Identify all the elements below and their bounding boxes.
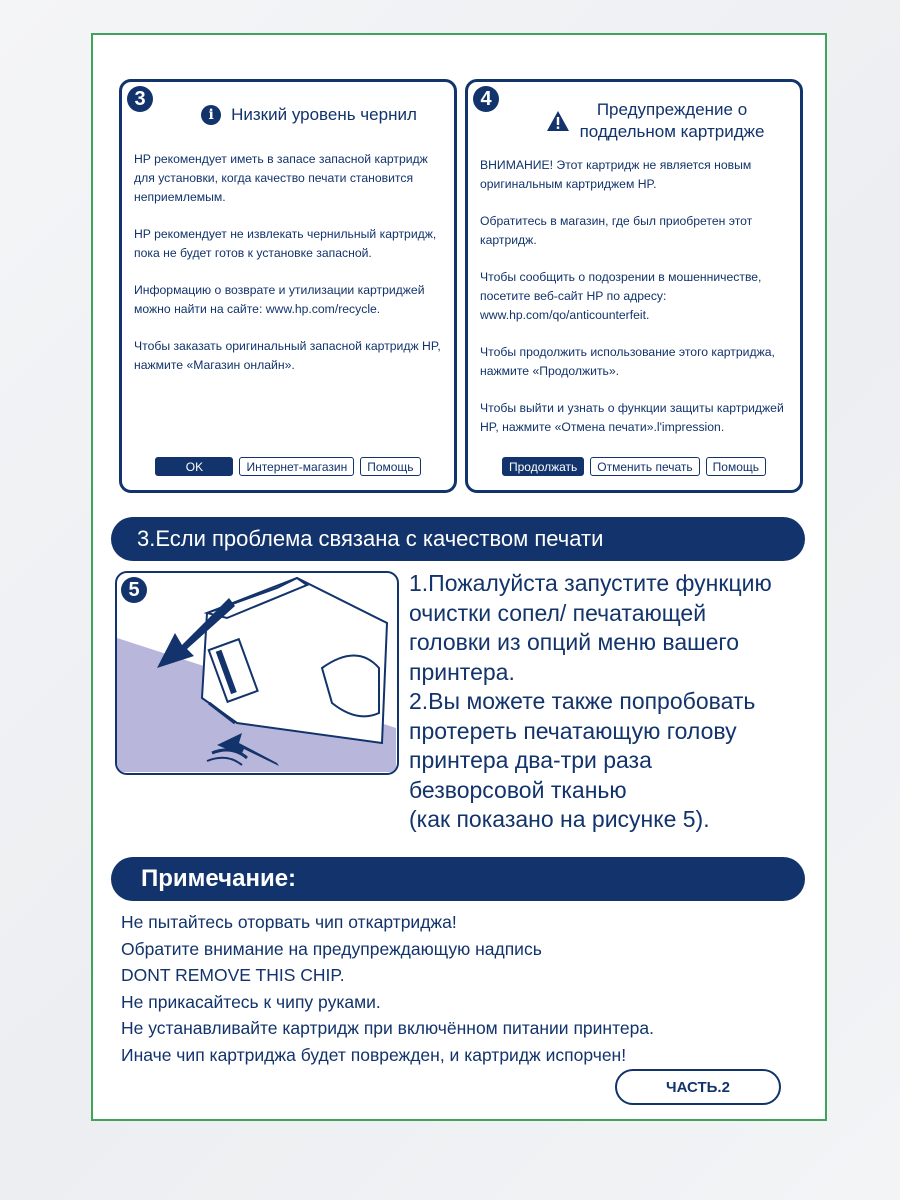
- dialog-title-text: Низкий уровень чернил: [231, 105, 417, 124]
- dialog-paragraph: HP рекомендует иметь в запасе запасной картридж для установки, когда качество печати становится неприемлемым.: [134, 152, 428, 204]
- dialog-title: [518, 96, 792, 146]
- step-number-3: 3: [127, 86, 153, 112]
- title-line-2: поддельном картридже: [579, 122, 765, 141]
- ok-button[interactable]: OK: [155, 457, 233, 476]
- note-line: Не пытайтесь оторвать чип откартриджа!: [121, 912, 457, 932]
- dialog-paragraph: HP рекомендует не извлекать чернильный картридж, пока не будет готов к установке запасной.: [134, 227, 437, 260]
- low-ink-dialog: [119, 79, 457, 493]
- dialog-title: [172, 100, 446, 130]
- cancel-print-button[interactable]: Отменить печать: [590, 457, 699, 476]
- dialog-body: [134, 150, 444, 393]
- note-text: [121, 909, 811, 1068]
- dialog-title-text: [580, 99, 765, 143]
- dialog-body: [480, 156, 790, 455]
- note-line: Обратите внимание на предупреждающую надпись: [121, 938, 542, 959]
- step-line: 2.Вы можете также попробовать: [409, 688, 756, 714]
- online-store-button[interactable]: Интернет-магазин: [239, 457, 354, 476]
- continue-button[interactable]: Продолжать: [502, 457, 584, 476]
- note-heading: Примечание:: [111, 857, 805, 901]
- counterfeit-warning-dialog: [465, 79, 803, 493]
- dialog-buttons: [468, 457, 800, 476]
- dialog-paragraph: Чтобы выйти и узнать о функции защиты картриджей HP, нажмите «Отмена печати».l'impression.: [480, 401, 784, 434]
- cleaning-steps: [409, 569, 819, 835]
- dialog-paragraph: Чтобы сообщить о подозрении в мошенничестве, посетите веб-сайт HP по адресу: www.hp.com/qo/anticounterfeit.: [480, 270, 762, 322]
- note-line: Иначе чип картриджа будет поврежден, и картридж испорчен!: [121, 1044, 627, 1065]
- dialog-buttons: [122, 457, 454, 476]
- note-line: DONT REMOVE THIS CHIP.: [121, 965, 345, 985]
- step-number-4: 4: [473, 86, 499, 112]
- help-button[interactable]: Помощь: [360, 457, 420, 476]
- note-line: Не прикасайтесь к чипу руками.: [121, 991, 381, 1012]
- warning-icon: [546, 110, 570, 132]
- info-icon: i: [201, 105, 221, 125]
- dialog-paragraph: Чтобы продолжить использование этого картриджа, нажмите «Продолжить».: [480, 345, 775, 378]
- instruction-sheet: [91, 33, 827, 1121]
- step-line: принтера два-три раза: [409, 747, 652, 773]
- note-line: Не устанавливайте картридж при включённом питании принтера.: [121, 1018, 654, 1038]
- cartridge-wiping-drawing: [117, 573, 396, 772]
- dialog-paragraph: Чтобы заказать оригинальный запасной картридж HP, нажмите «Магазин онлайн».: [134, 339, 441, 372]
- dialog-paragraph: Обратитесь в магазин, где был приобретен этот картридж.: [480, 214, 753, 247]
- section-heading: 3.Если проблема связана с качеством печати: [111, 517, 805, 561]
- step-line: (как показано на рисунке 5).: [409, 806, 710, 832]
- cleaning-illustration: [115, 571, 399, 775]
- dialog-paragraph: ВНИМАНИЕ! Этот картридж не является новым оригинальным картриджем HP.: [480, 158, 752, 191]
- figure-number-5: 5: [121, 577, 147, 603]
- part-label: ЧАСТЬ.2: [615, 1069, 781, 1105]
- title-line-1: Предупреждение о: [596, 100, 748, 119]
- step-line: головки из опций меню вашего: [409, 629, 740, 655]
- step-line: безворсовой тканью: [409, 776, 627, 803]
- step-line: очистки сопел/ печатающей: [409, 599, 707, 626]
- step-line: протереть печатающую голову: [409, 717, 737, 744]
- help-button[interactable]: Помощь: [706, 457, 766, 476]
- step-line: 1.Пожалуйста запустите функцию: [409, 570, 772, 596]
- dialog-paragraph: Информацию о возврате и утилизации картриджей можно найти на сайте: www.hp.com/recycle.: [134, 283, 425, 316]
- step-line: принтера.: [409, 658, 515, 685]
